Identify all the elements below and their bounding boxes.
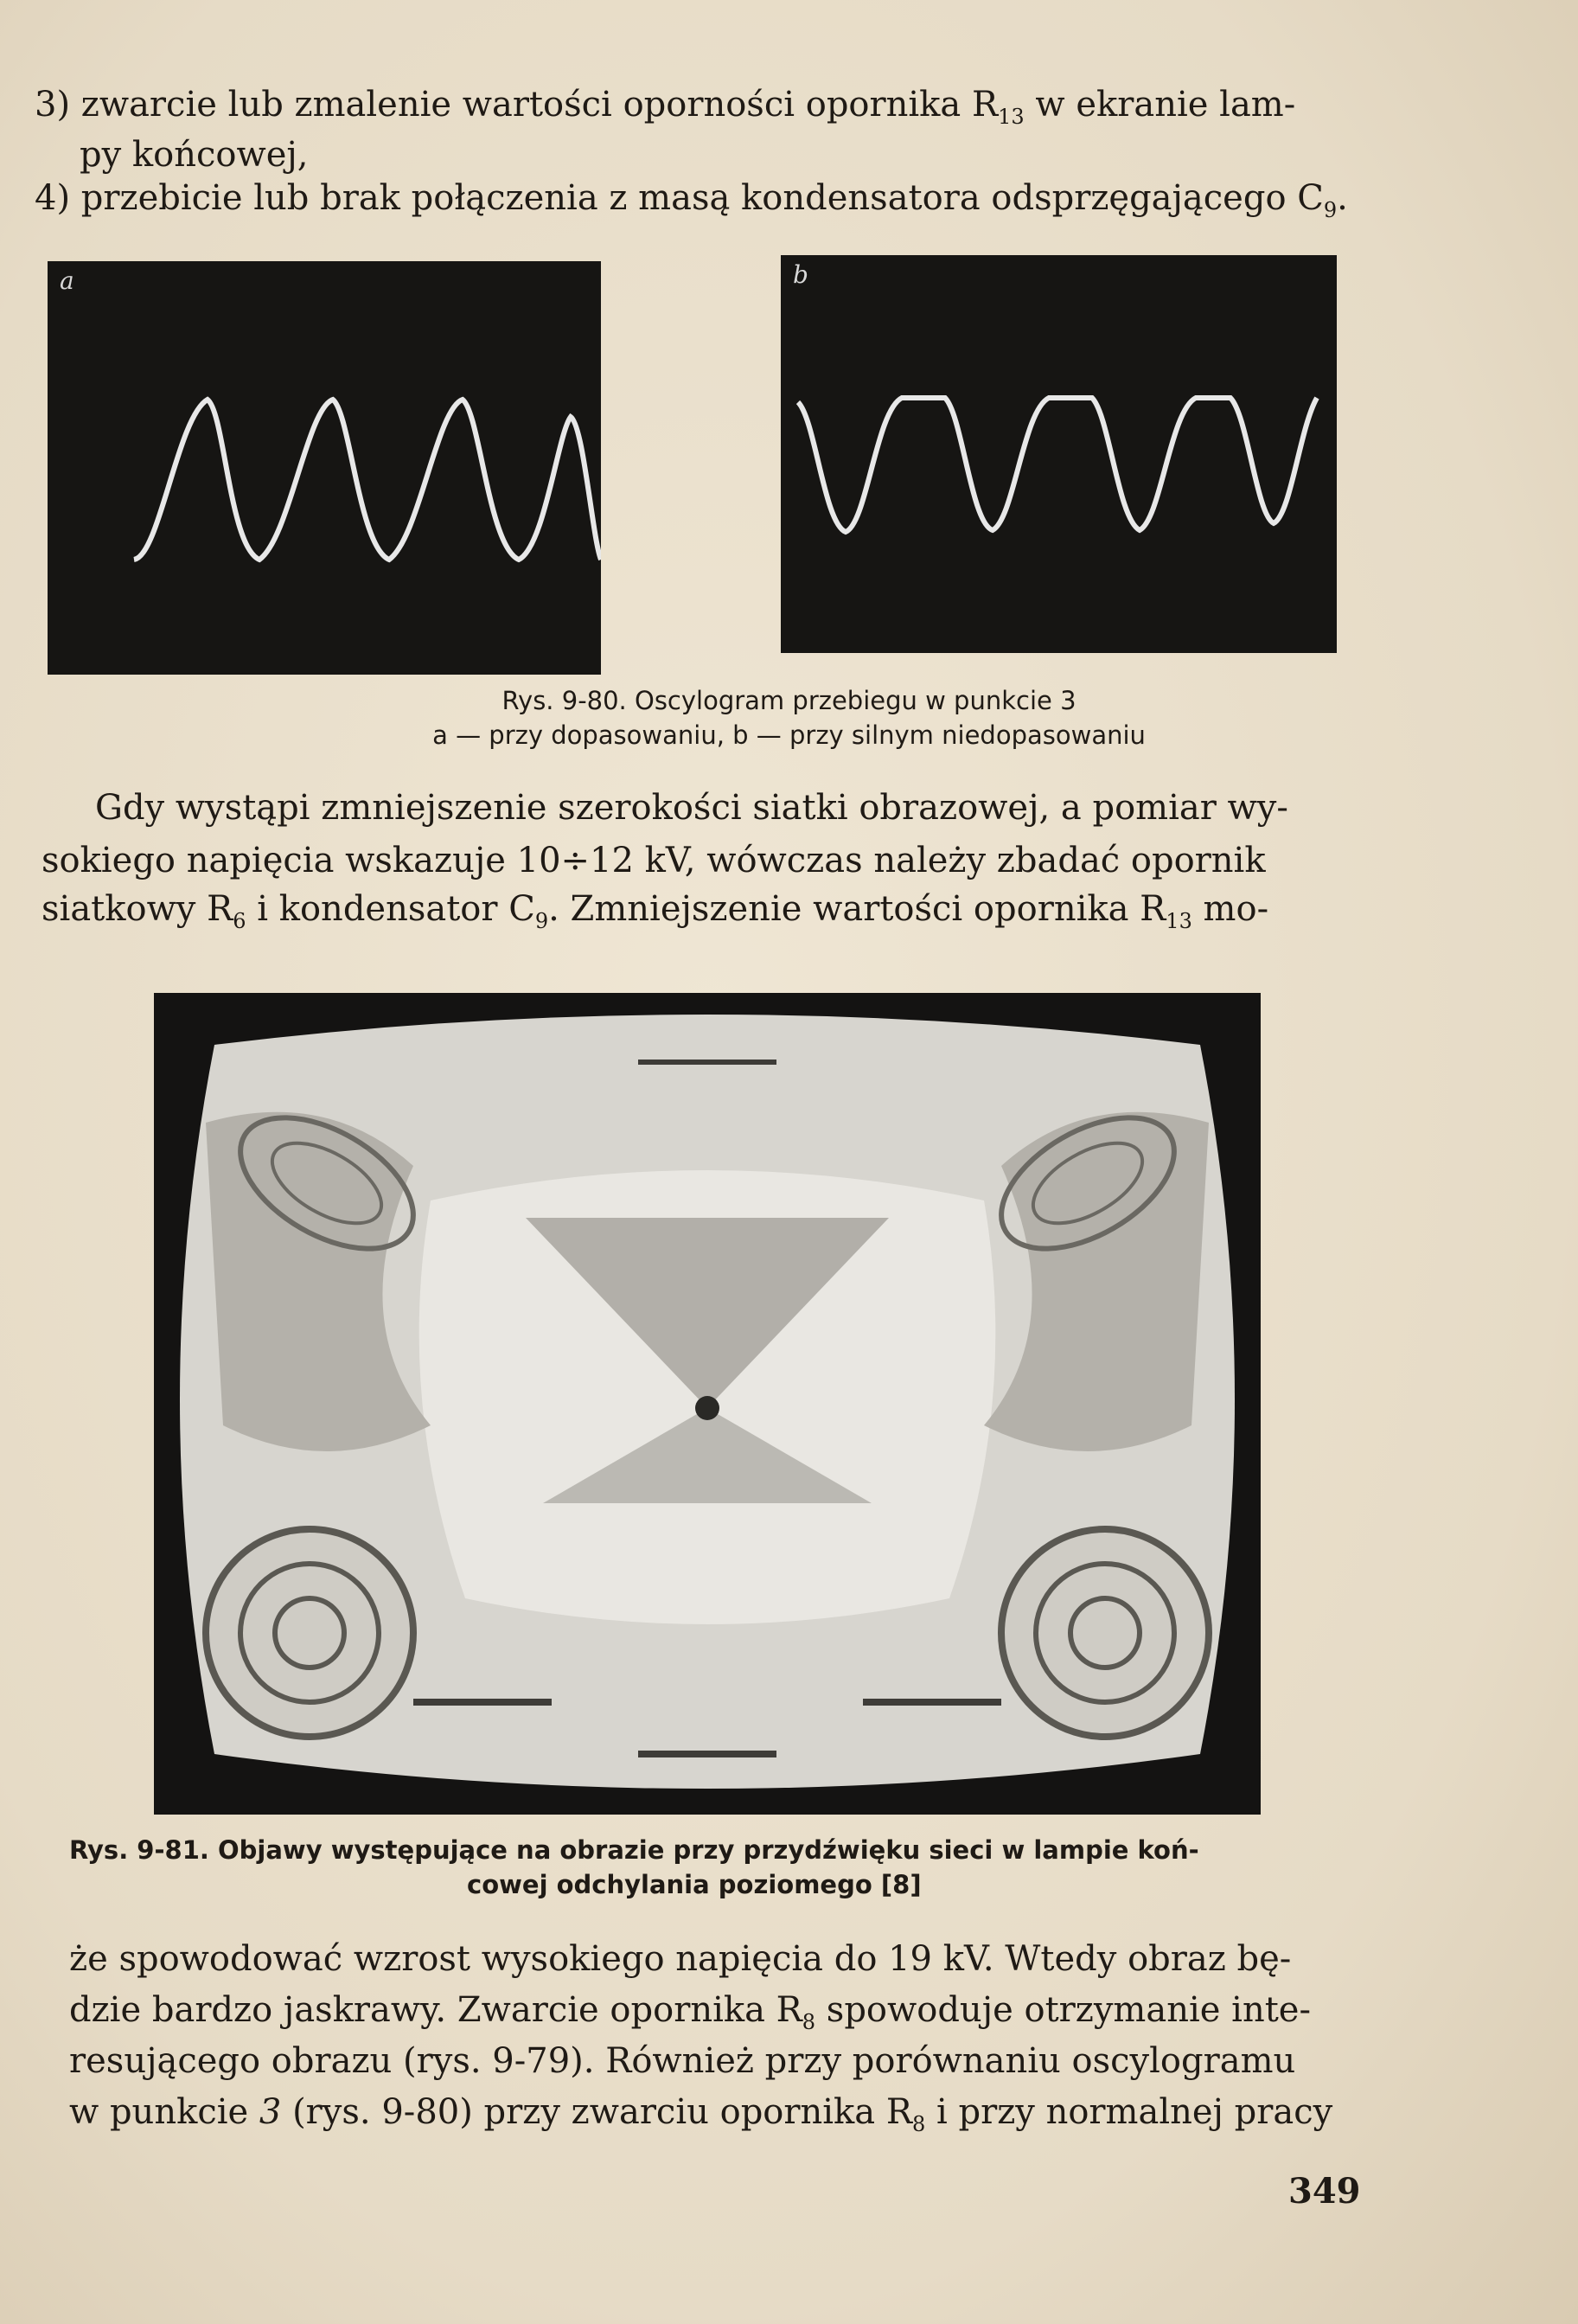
caption-9-81-line2: cowej odchylania poziomego [8] xyxy=(467,1870,922,1899)
caption-9-80-line1: Rys. 9-80. Oscylogram przebiegu w punkcie 3 xyxy=(502,686,1076,715)
oscillogram-b xyxy=(781,255,1337,653)
paragraph-1-line1: Gdy wystąpi zmniejszenie szerokości siatki obrazowej, a pomiar wy- xyxy=(95,788,1288,828)
figure-caption-9-81 xyxy=(69,1835,1199,1899)
paragraph-2-line2: dzie bardzo jaskrawy. Zwarcie opornika $R_8$ spowoduje otrzymanie inte- xyxy=(69,1990,1311,2034)
caption-9-80-line2: a — przy dopasowaniu, b — przy silnym niedopasowaniu xyxy=(432,720,1146,750)
figure-caption-9-80 xyxy=(0,686,1578,750)
paragraph-1-line2: sokiego napięcia wskazuje 10÷12 kV, wówczas należy zbadać opornik xyxy=(42,841,1266,880)
paragraph-1-line3: siatkowy $R_6$ i kondensator $C_9$. Zmniejszenie wartości opornika $R_{13}$ mo- xyxy=(42,889,1269,933)
test-pattern-drawing xyxy=(154,993,1261,1815)
waveform-a xyxy=(48,261,601,675)
panel-b-label: b xyxy=(793,260,808,289)
list-item-3-cont: py końcowej, xyxy=(80,135,309,175)
paragraph-2-line4: w punkcie 3 (rys. 9-80) przy zwarciu opornika $R_8$ i przy normalnej pracy xyxy=(69,2092,1333,2136)
tv-test-pattern-photo xyxy=(154,993,1261,1815)
panel-a-label: a xyxy=(60,266,74,295)
list-item-3: 3) zwarcie lub zmalenie wartości oporności opornika $R_{13}$ w ekranie lam- xyxy=(35,85,1296,129)
waveform-b xyxy=(781,255,1337,653)
page-number: 349 xyxy=(1288,2171,1361,2212)
list-item-4: 4) przebicie lub brak połączenia z masą kondensatora odsprzęgającego $C_9$. xyxy=(35,178,1348,222)
trace-a xyxy=(134,400,601,560)
paragraph-2-line3: resującego obrazu (rys. 9-79). Również przy porównaniu oscylogramu xyxy=(69,2041,1296,2081)
caption-9-81-line1: Rys. 9-81. Objawy występujące na obrazie przy przydźwięku sieci w lampie koń- xyxy=(69,1835,1199,1865)
trace-b xyxy=(798,398,1317,532)
oscillogram-a xyxy=(48,261,601,675)
paragraph-2-line1: że spowodować wzrost wysokiego napięcia do 19 kV. Wtedy obraz bę- xyxy=(69,1939,1292,1979)
